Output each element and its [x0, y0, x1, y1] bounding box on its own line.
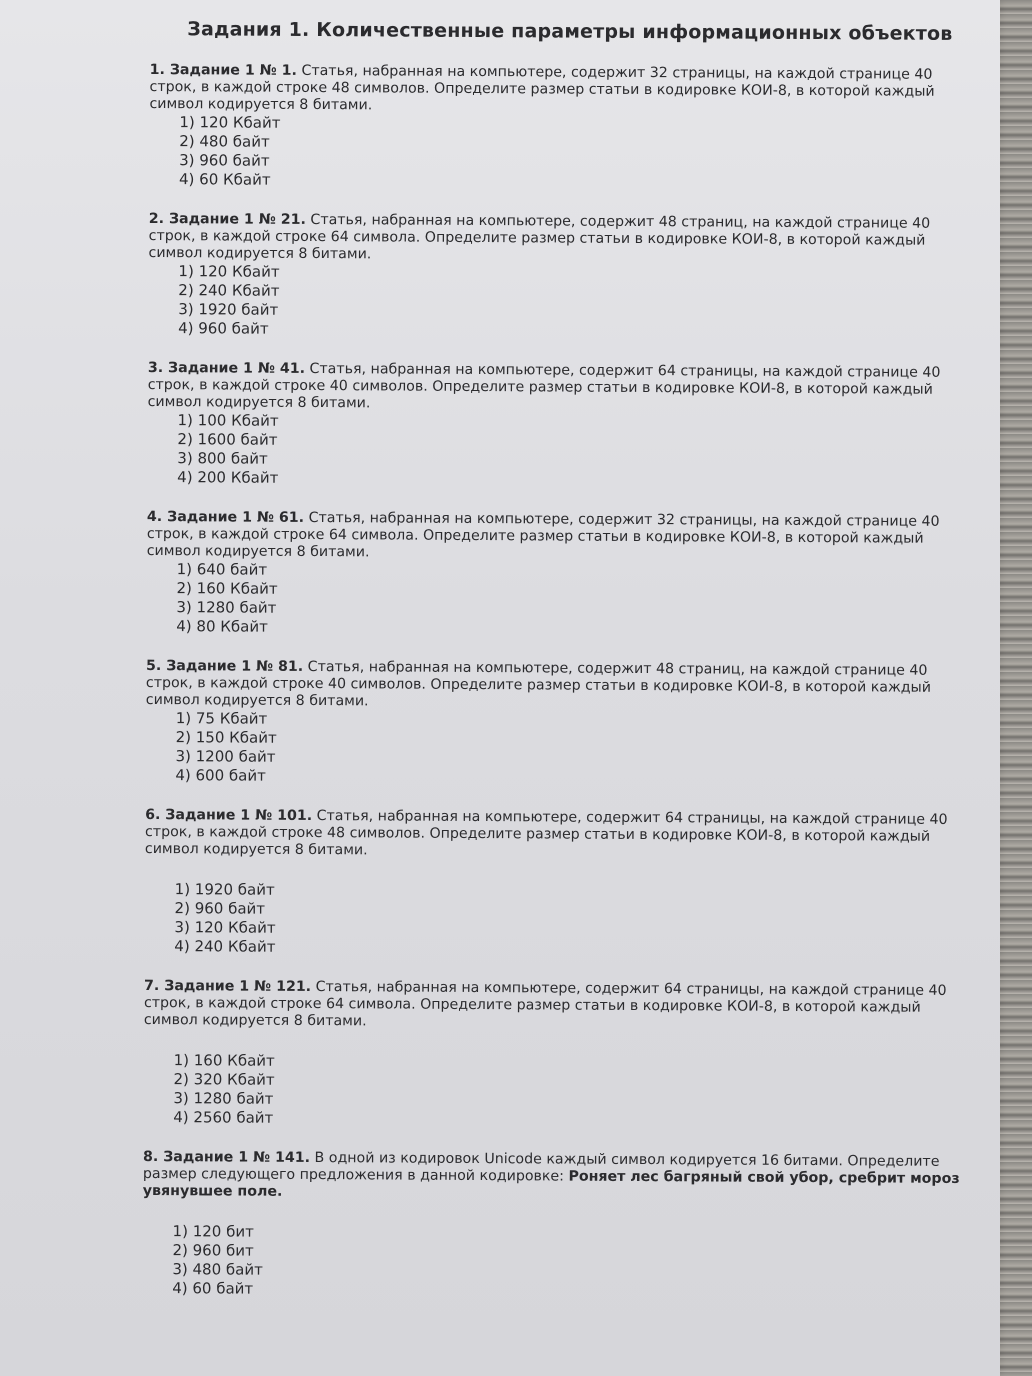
answer-option: 1) 1920 байт [174, 880, 275, 899]
task-text [149, 62, 979, 118]
answer-option: 4) 960 байт [178, 319, 269, 338]
answer-list [142, 1222, 972, 1303]
task-heading: 4. Задание 1 № 61. [146, 508, 305, 526]
task-text [149, 211, 979, 267]
quoted-sentence: Роняет лес багряный свой убор, сребрит мороз увянувшее поле. [142, 1168, 960, 1200]
answer-option: 3) 1200 байт [175, 747, 276, 766]
answer-option: 1) 100 Кбайт [177, 411, 279, 430]
answer-option: 2) 960 байт [174, 899, 266, 918]
task-heading: 8. Задание 1 № 141. [142, 1148, 311, 1166]
answer-option: 2) 1600 байт [177, 430, 278, 449]
answer-option: 4) 60 байт [172, 1279, 254, 1298]
page-title: Задания 1. Количественные параметры информационных объектов [187, 18, 953, 45]
task-heading: 2. Задание 1 № 21. [148, 210, 306, 228]
task-heading: 5. Задание 1 № 81. [145, 657, 304, 675]
paper-stack-edge [1000, 0, 1032, 1376]
answer-option: 3) 120 Кбайт [174, 918, 276, 937]
task-heading: 6. Задание 1 № 101. [145, 806, 313, 825]
task-body: В одной из кодировок Unicode каждый символ кодируется 16 битами. Определите размер следующего предложения в данной кодировке: [142, 1149, 940, 1185]
answer-option: 2) 150 Кбайт [175, 728, 277, 747]
task-2 [148, 211, 979, 343]
task-heading: 3. Задание 1 № 41. [147, 359, 306, 377]
answer-option: 3) 1920 байт [178, 300, 279, 319]
answer-list [148, 262, 978, 343]
task-body: Статья, набранная на компьютере, содержит 64 страницы, на каждой странице 40 строк, в каждой строке 40 символов. Определите размер статьи в кодировке КОИ-8, в которой каждый символ кодируется 8 битами. [147, 360, 941, 412]
task-text [145, 807, 975, 863]
answer-option: 4) 240 Кбайт [174, 937, 276, 956]
answer-option: 2) 240 Кбайт [178, 281, 280, 300]
worksheet [142, 18, 980, 1325]
answer-option: 2) 960 бит [172, 1241, 254, 1260]
answer-list [147, 411, 977, 492]
task-body: Статья, набранная на компьютере, содержит 32 страницы, на каждой странице 40 строк, в каждой строке 48 символов. Определите размер статьи в кодировке КОИ-8, в которой каждый символ кодируется 8 битами. [149, 62, 935, 114]
answer-option: 4) 200 Кбайт [177, 468, 279, 487]
task-body: Статья, набранная на компьютере, содержит 48 страниц, на каждой странице 40 строк, в каждой строке 64 символа. Определите размер статьи в кодировке КОИ-8, в которой каждый символ кодируется 8 битами. [148, 211, 931, 263]
task-text [144, 978, 974, 1034]
answer-option: 4) 2560 байт [173, 1108, 274, 1127]
answer-option: 1) 120 Кбайт [178, 262, 280, 281]
answer-option: 3) 960 байт [179, 151, 270, 170]
task-body: Статья, набранная на компьютере, содержит 64 страницы, на каждой странице 40 строк, в каждой строке 64 символа. Определите размер статьи в кодировке КОИ-8, в которой каждый символ кодируется 8 битами. [143, 979, 947, 1030]
task-3 [147, 360, 978, 492]
answer-option: 2) 160 Кбайт [176, 579, 278, 598]
answer-list [143, 1051, 973, 1132]
answer-list [144, 880, 974, 961]
task-body: Статья, набранная на компьютере, содержит 64 страницы, на каждой странице 40 строк, в каждой строке 48 символов. Определите размер статьи в кодировке КОИ-8, в которой каждый символ кодируется 8 битами. [144, 808, 948, 859]
task-1 [149, 62, 980, 194]
answer-option: 3) 1280 байт [176, 598, 277, 617]
task-body: Статья, набранная на компьютере, содержит 48 страниц, на каждой странице 40 строк, в каждой строке 40 символов. Определите размер статьи в кодировке КОИ-8, в которой каждый символ кодируется 8 битами. [145, 658, 932, 710]
task-body: Статья, набранная на компьютере, содержит 32 страницы, на каждой странице 40 строк, в каждой строке 64 символа. Определите размер статьи в кодировке КОИ-8, в которой каждый символ кодируется 8 битами. [146, 509, 940, 561]
answer-option: 1) 640 байт [176, 560, 268, 579]
task-text [143, 1149, 973, 1205]
task-6 [144, 807, 975, 961]
task-4 [146, 509, 977, 641]
task-8 [142, 1149, 973, 1303]
answer-option: 4) 80 Кбайт [176, 617, 268, 636]
task-text [146, 658, 976, 714]
answer-option: 1) 120 бит [172, 1222, 254, 1241]
answer-option: 2) 320 Кбайт [173, 1070, 275, 1089]
task-heading: 1. Задание 1 № 1. [149, 61, 298, 79]
answer-list [149, 113, 979, 194]
answer-option: 3) 800 байт [177, 449, 268, 468]
task-7 [143, 978, 974, 1132]
task-text [147, 509, 977, 565]
answer-option: 4) 600 байт [175, 766, 266, 785]
answer-option: 2) 480 байт [179, 132, 270, 151]
answer-option: 3) 480 байт [172, 1260, 263, 1279]
answer-option: 1) 120 Кбайт [179, 113, 281, 132]
answer-list [146, 560, 976, 641]
answer-option: 1) 75 Кбайт [175, 709, 268, 728]
answer-option: 4) 60 Кбайт [178, 170, 271, 189]
answer-option: 1) 160 Кбайт [173, 1051, 275, 1070]
answer-option: 3) 1280 байт [173, 1089, 274, 1108]
task-text [148, 360, 978, 416]
task-5 [145, 658, 976, 790]
task-heading: 7. Задание 1 № 121. [144, 977, 312, 996]
answer-list [145, 709, 975, 790]
